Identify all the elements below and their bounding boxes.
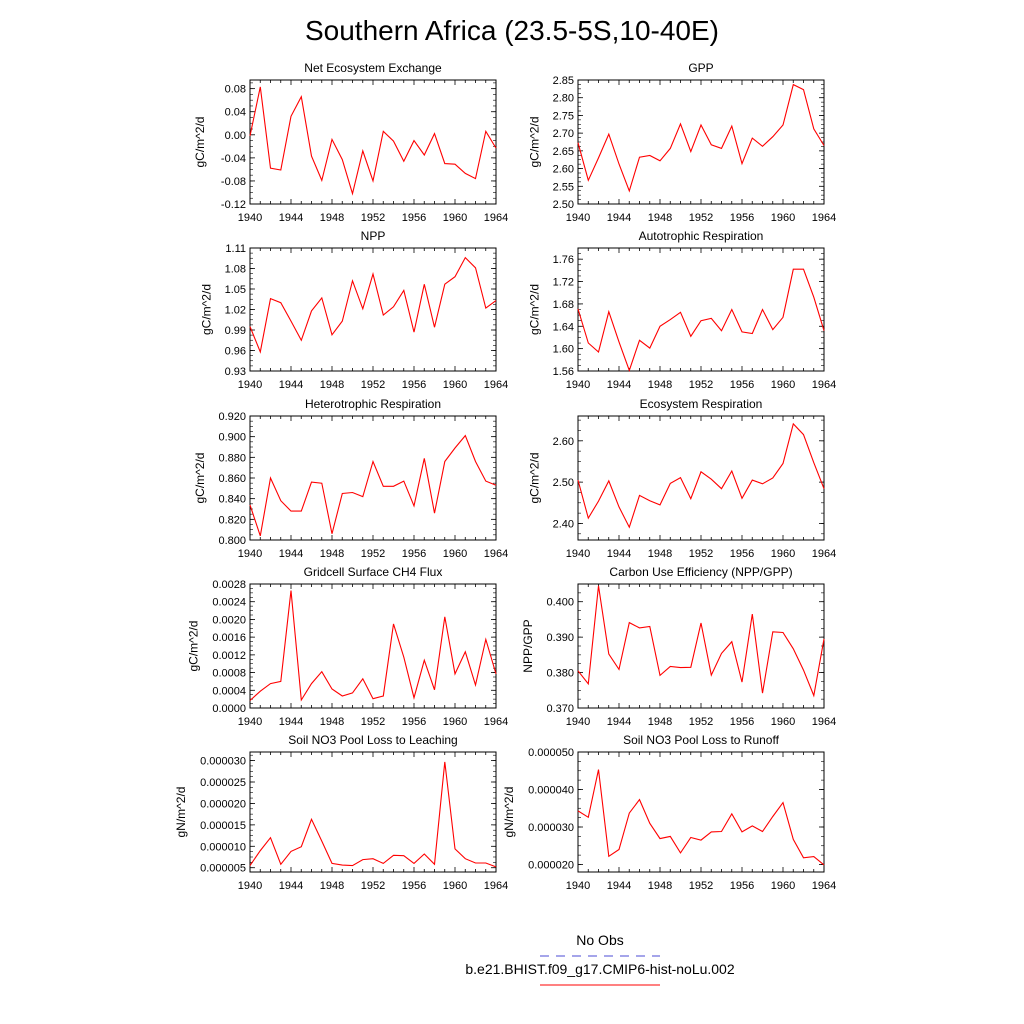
x-tick-label: 1960 [770, 548, 796, 560]
x-tick-label: 1948 [647, 880, 673, 892]
series-line [250, 762, 496, 867]
panel [193, 397, 508, 560]
y-tick-label: 0.370 [546, 703, 574, 715]
x-tick-label: 1948 [647, 379, 673, 391]
panel-title: Soil NO3 Pool Loss to Leaching [288, 733, 458, 747]
x-tick-label: 1940 [237, 716, 263, 728]
x-tick-label: 1948 [647, 716, 673, 728]
y-tick-label: 0.0028 [212, 579, 246, 591]
y-tick-label: 0.0008 [212, 667, 246, 680]
series-line [250, 436, 496, 536]
series-line [578, 269, 824, 370]
x-tick-label: 1952 [688, 379, 714, 391]
y-tick-label: 1.56 [552, 366, 574, 378]
x-tick-label: 1948 [319, 548, 345, 560]
legend-obs-label: No Obs [576, 932, 624, 948]
y-tick-label: 0.96 [224, 345, 246, 358]
x-tick-label: 1948 [319, 379, 345, 391]
y-axis-label: gC/m^2/d [527, 452, 542, 504]
y-tick-label: 2.50 [552, 199, 574, 211]
x-tick-label: 1940 [237, 379, 263, 391]
y-tick-label: -0.04 [220, 152, 246, 165]
plot-frame [250, 584, 496, 708]
y-tick-label: 0.0000 [212, 703, 246, 715]
x-tick-label: 1952 [360, 716, 386, 728]
x-tick-label: 1952 [360, 212, 386, 224]
y-tick-label: 1.02 [224, 304, 246, 317]
y-tick-label: 0.000015 [200, 819, 246, 832]
y-tick-label: 0.000025 [200, 777, 246, 789]
x-tick-label: 1964 [483, 379, 509, 391]
y-tick-label: 2.65 [552, 145, 574, 158]
x-tick-label: 1940 [565, 379, 591, 391]
plot-frame [250, 752, 496, 872]
x-tick-label: 1956 [729, 716, 755, 728]
x-tick-label: 1944 [606, 212, 632, 224]
y-tick-label: 0.400 [546, 596, 574, 609]
x-tick-label: 1964 [811, 548, 837, 560]
y-tick-label: 0.0012 [212, 649, 246, 662]
y-tick-label: 0.93 [224, 366, 246, 378]
x-tick-label: 1944 [278, 212, 304, 224]
x-tick-label: 1964 [811, 716, 837, 728]
x-tick-label: 1960 [442, 880, 468, 892]
x-tick-label: 1964 [811, 212, 837, 224]
x-tick-label: 1948 [319, 716, 345, 728]
y-tick-label: 0.390 [546, 632, 574, 645]
x-tick-label: 1960 [442, 379, 468, 391]
y-tick-label: 0.860 [218, 473, 246, 485]
x-tick-label: 1940 [237, 212, 263, 224]
x-tick-label: 1944 [606, 716, 632, 728]
x-tick-label: 1960 [770, 880, 796, 892]
x-tick-label: 1960 [770, 212, 796, 224]
x-tick-label: 1952 [688, 212, 714, 224]
panel [521, 565, 836, 728]
y-tick-label: 2.55 [552, 181, 574, 194]
series-line [250, 591, 496, 701]
x-tick-label: 1940 [565, 880, 591, 892]
panel-title: Autotrophic Respiration [638, 229, 764, 243]
x-tick-label: 1952 [360, 379, 386, 391]
x-tick-label: 1956 [401, 716, 427, 728]
y-tick-label: 0.900 [218, 431, 246, 444]
x-tick-label: 1940 [237, 548, 263, 560]
x-tick-label: 1944 [278, 548, 304, 560]
x-tick-label: 1956 [401, 212, 427, 224]
y-tick-label: 0.08 [224, 83, 246, 96]
x-tick-label: 1944 [278, 716, 304, 728]
x-tick-label: 1956 [729, 379, 755, 391]
plot-frame [250, 248, 496, 371]
y-tick-label: 1.60 [552, 343, 574, 356]
y-axis-label: gC/m^2/d [527, 284, 542, 335]
x-tick-label: 1944 [606, 880, 632, 892]
y-tick-label: 0.000040 [528, 784, 574, 797]
series-line [578, 770, 824, 865]
y-tick-label: 0.820 [218, 514, 246, 527]
y-axis-label: gC/m^2/d [193, 452, 207, 504]
y-axis-label: gC/m^2/d [199, 284, 214, 335]
y-tick-label: 0.000030 [200, 755, 246, 768]
y-tick-label: 1.08 [224, 263, 246, 276]
y-tick-label: 0.0004 [212, 685, 246, 698]
x-tick-label: 1956 [729, 548, 755, 560]
x-tick-label: 1960 [770, 716, 796, 728]
x-tick-label: 1940 [237, 880, 263, 892]
y-tick-label: 1.68 [552, 298, 574, 311]
plot-frame [578, 752, 824, 872]
x-tick-label: 1964 [811, 379, 837, 391]
x-tick-label: 1952 [688, 880, 714, 892]
x-tick-label: 1940 [565, 212, 591, 224]
y-tick-label: 2.40 [552, 518, 574, 531]
panel [527, 397, 836, 560]
x-tick-label: 1956 [729, 880, 755, 892]
x-tick-label: 1948 [319, 212, 345, 224]
y-tick-label: 1.05 [224, 284, 246, 296]
x-tick-label: 1956 [401, 548, 427, 560]
y-tick-label: -0.12 [220, 199, 246, 211]
series-line [578, 424, 824, 527]
plot-frame [578, 584, 824, 708]
plot-frame [250, 80, 496, 204]
panel-grid [174, 61, 836, 892]
y-tick-label: 2.60 [552, 163, 574, 176]
x-tick-label: 1956 [401, 379, 427, 391]
panel-title: NPP [360, 229, 386, 243]
y-axis-label: gN/m^2/d [173, 786, 188, 838]
y-tick-label: 2.75 [552, 110, 574, 123]
y-axis-label: gC/m^2/d [193, 116, 207, 168]
panel [199, 229, 508, 391]
panel [187, 565, 509, 728]
panel [527, 229, 836, 391]
series-line [250, 87, 496, 194]
series-line [578, 586, 824, 696]
legend-model-label: b.e21.BHIST.f09_g17.CMIP6-hist-noLu.002 [465, 961, 735, 977]
page-title: Southern Africa (23.5-5S,10-40E) [304, 15, 720, 46]
x-tick-label: 1952 [360, 548, 386, 560]
x-tick-label: 1964 [483, 548, 509, 560]
x-tick-label: 1944 [606, 548, 632, 560]
plot-frame [578, 80, 824, 204]
x-tick-label: 1964 [483, 880, 509, 892]
x-tick-label: 1948 [647, 548, 673, 560]
x-tick-label: 1960 [442, 212, 468, 224]
panel-title: GPP [688, 61, 714, 75]
y-tick-label: 0.800 [218, 535, 246, 547]
y-tick-label: 2.50 [552, 477, 574, 490]
y-tick-label: -0.08 [220, 175, 246, 188]
x-tick-label: 1952 [688, 548, 714, 560]
y-axis-label: NPP/GPP [521, 619, 535, 673]
panel-title: Ecosystem Respiration [639, 397, 763, 411]
x-tick-label: 1960 [442, 548, 468, 560]
panel [527, 61, 836, 224]
x-tick-label: 1944 [278, 379, 304, 391]
panel [174, 733, 508, 892]
y-tick-label: 0.04 [224, 106, 246, 119]
x-tick-label: 1956 [401, 880, 427, 892]
y-tick-label: 1.76 [552, 254, 574, 267]
plot-frame [250, 416, 496, 540]
y-tick-label: 0.000030 [528, 822, 574, 834]
y-tick-label: 0.000005 [200, 862, 246, 875]
panel-title: Gridcell Surface CH4 Flux [303, 565, 443, 579]
x-tick-label: 1956 [729, 212, 755, 224]
y-tick-label: 0.000050 [528, 747, 574, 759]
y-tick-label: 0.0016 [212, 632, 246, 645]
y-tick-label: 0.920 [218, 411, 246, 423]
x-tick-label: 1952 [688, 716, 714, 728]
y-tick-label: 2.85 [552, 75, 574, 87]
y-axis-label: gC/m^2/d [186, 620, 201, 672]
x-tick-label: 1960 [442, 716, 468, 728]
x-tick-label: 1952 [360, 880, 386, 892]
y-tick-label: 0.00 [224, 129, 246, 142]
x-tick-label: 1944 [278, 880, 304, 892]
plot-frame [578, 248, 824, 371]
panel-title: Heterotrophic Respiration [304, 397, 442, 411]
series-line [250, 258, 496, 352]
y-tick-label: 0.0020 [212, 614, 246, 627]
y-tick-label: 0.0024 [212, 596, 246, 609]
panel-title: Carbon Use Efficiency (NPP/GPP) [609, 565, 793, 579]
y-tick-label: 0.000020 [200, 798, 246, 811]
series-line [578, 85, 824, 191]
y-axis-label: gN/m^2/d [501, 786, 516, 838]
y-tick-label: 0.380 [546, 667, 574, 680]
y-tick-label: 2.70 [552, 128, 574, 141]
x-tick-label: 1948 [647, 212, 673, 224]
y-tick-label: 1.11 [225, 243, 246, 255]
x-tick-label: 1940 [565, 716, 591, 728]
y-tick-label: 0.880 [218, 452, 246, 465]
y-tick-label: 1.64 [552, 321, 574, 334]
y-tick-label: 2.80 [552, 92, 574, 105]
x-tick-label: 1944 [606, 379, 632, 391]
x-tick-label: 1964 [483, 716, 509, 728]
y-tick-label: 0.000020 [528, 859, 574, 872]
x-tick-label: 1960 [770, 379, 796, 391]
legend [465, 932, 734, 985]
plot-frame [578, 416, 824, 540]
panel-title: Soil NO3 Pool Loss to Runoff [623, 733, 779, 747]
panel-title: Net Ecosystem Exchange [304, 61, 442, 75]
x-tick-label: 1964 [483, 212, 509, 224]
x-tick-label: 1948 [319, 880, 345, 892]
panel [502, 733, 836, 892]
x-tick-label: 1940 [565, 548, 591, 560]
y-tick-label: 0.000010 [200, 841, 246, 854]
y-tick-label: 0.99 [224, 325, 246, 337]
x-tick-label: 1964 [811, 880, 837, 892]
panel [193, 61, 508, 224]
y-tick-label: 0.840 [218, 493, 246, 506]
y-tick-label: 2.60 [552, 435, 574, 448]
y-axis-label: gC/m^2/d [527, 116, 542, 168]
y-tick-label: 1.72 [552, 276, 574, 289]
